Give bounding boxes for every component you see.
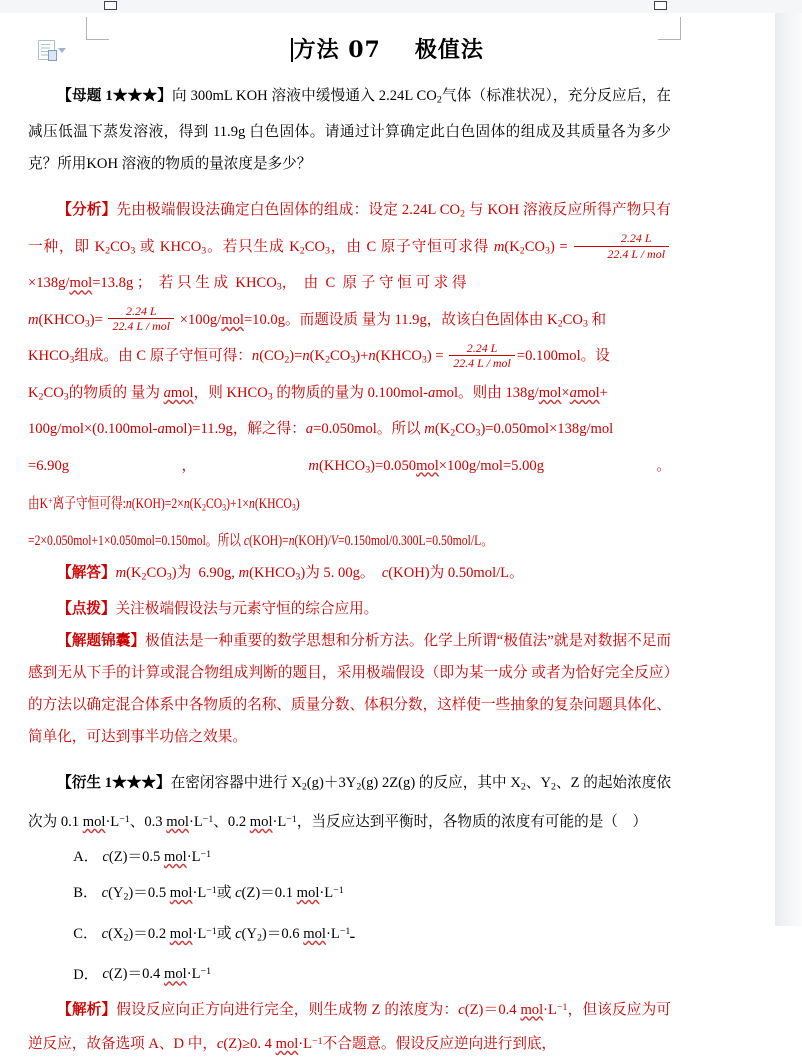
- tips-paragraph: [0, 625, 775, 753]
- fraction-numerator: 2.24 L: [466, 340, 498, 355]
- explanation-paragraph: 【解析】假设反应向正方向进行完全，则生成物 Z 的浓度为：c(Z)＝0.4 $mol\cdot L^{-1}$，但该反应为可逆反应，故备选项 A、D 中，c(Z)≥0. 4 $mol\cdot L^{-1}$不合题意。假设反应逆向进行到底，: [28, 1001, 671, 1052]
- derived-tag: 【衍生 1★★★】: [57, 775, 171, 792]
- fraction-numerator: 2.24 L: [620, 231, 652, 246]
- option-c-label: C．: [73, 925, 98, 942]
- problem-text-2: 气体（标准状况），充分反应后，在减压低温下蒸发溶液，得到 11.9g 白色固体。请通过计算确定此白色固体的组成及其质量各为多少克？所用KOH 溶液的物质的量浓度是多少？: [28, 88, 671, 173]
- derived-problem-paragraph: 【衍生 1★★★】在密闭容器中进行 $X_2(g)+3Y_2(g)$ 2Z(g) 的反应，其中 $X_2$、$Y_2$、Z 的起始浓度依次为 0.1 $mol\cdot L^{-1}$、0.3 $mol\cdot L^{-1}$、0.2 $mol\cdot L^{-1}$，当反应达到平衡时，各物质的浓度有可能的是（ ）: [28, 775, 671, 830]
- molar-volume-fraction: [574, 231, 669, 260]
- title-method: 方法 07: [293, 37, 381, 63]
- analysis-paragraph-3: $KHCO_3$组成。由 C 原子守恒可得：$n(CO_2)=n(K_2CO_3)+n(KHCO_3)$ = $\frac{2.24 L}{\text{22.4 L / mol}}$ =0.100mol。设: [28, 340, 610, 370]
- page-edge-shadow: [775, 13, 802, 926]
- option-c[interactable]: C． $c(X_2)=0.2$ $mol\cdot L^{-1}$或 $c(Y_2)=0.6$ $mol\cdot L^{-1}ـ$: [73, 925, 355, 944]
- fraction-denominator: 22.4 L / mol: [574, 246, 669, 261]
- analysis-paragraph-2: $m(KHCO_3)=$ $\frac{2.24 L}{\text{22.4 L / mol}}$ ×100g/mol=10.0g。而题设质 量为 11.9g，故该白色固体由 $K_2CO_3$ 和: [28, 304, 607, 334]
- molar-volume-fraction-2: [108, 304, 174, 333]
- fraction-denominator: 22.4 L / mol: [449, 355, 515, 370]
- option-a-label: A．: [73, 849, 99, 866]
- fraction-denominator: 22.4 L / mol: [108, 318, 174, 333]
- problem-paragraph: 【母题 1★★★】向 300mL KOH 溶液中缓慢通入 2.24L $CO_2$气体（标准状况），充分反应后，在减压低温下蒸发溶液，得到 11.9g 白色固体。请通过计算确定此白色固体的组成及其质量各为多少克？所用KOH 溶液的物质的量浓度是多少？: [28, 88, 671, 173]
- page-title: [0, 33, 775, 64]
- analysis-paragraph-5: 100g/mol×(0.100mol-amol)=11.9g，解之得：a=0.050mol。所以 $m(K_2CO_3)=0.050mol\times 138g$/mol: [28, 421, 614, 439]
- analysis-tag: 【分析】: [57, 202, 117, 219]
- option-a[interactable]: A． c(Z)＝0.5 $mol\cdot L^{-1}$: [73, 848, 212, 866]
- option-d-label: D．: [73, 966, 99, 983]
- hint-text: 关注极端假设法与元素守恒的综合应用。: [115, 601, 379, 618]
- analysis-paragraph: 【分析】先由极端假设法确定白色固体的组成：设定 2.24L $CO_2$ 与 KOH 溶液反应所得产物只有一种，即 $K_2CO_3$ 或 $KHCO_3$。若只生成 $K_2CO_3$，由 C 原子守恒可求得 $m(K_2CO_3)$ = $\frac{2.24 L}{\text{22.4 L / mol}}$ ×138g/mol=13.8g ； 若 只 生 成 $KHCO_3$， 由 C 原 子 守 恒 可 求 得: [28, 202, 671, 293]
- answer-tag: 【解答】: [57, 564, 116, 581]
- text-cursor: [291, 38, 293, 62]
- molar-volume-fraction-3: [449, 341, 515, 370]
- analysis-paragraph-4: $K_2CO_3$的物质的 量为 amol，则 $KHCO_3$ 的物质的量为 0.100mol-amol。则由 138g/mol×amol+: [28, 384, 608, 403]
- hint-paragraph: [0, 593, 775, 625]
- tips-tag: 【解题锦囊】: [57, 633, 146, 650]
- analysis-paragraph-6: =6.90g，$m(KHCO_3)=0.050mol\times 100g/mol=5.00g$。由K+离子守恒可得$:n(KOH)=2\times n(K_2CO_3)+1\times n(KHCO_3)$: [28, 457, 671, 514]
- fraction-numerator: 2.24 L: [125, 304, 157, 319]
- option-b[interactable]: B． $c(Y_2)=0.5$ $mol\cdot L^{-1}$或 c(Z)＝0.1 $mol\cdot L^{-1}$: [73, 885, 344, 903]
- title-name: 极值法: [414, 37, 484, 63]
- option-d[interactable]: D． c(Z)＝0.4 $mol\cdot L^{-1}$: [73, 966, 212, 983]
- tips-text: 极值法是一种重要的数学思想和分析方法。化学上所谓“极值法”就是对数据不足而感到无从下手的计算或混合物组成判断的题目，采用极端假设（即为某一成分 或者为恰好完全反应）的方法以确定混合体系中各物质的名称、质量分数、体积分数，这样使一些抽象的复杂问题具体化、简单化，可达到事半功倍之效果。: [28, 633, 671, 746]
- problem-text-1: 向 300mL KOH 溶液中缓慢通入 2.24L CO: [171, 88, 437, 104]
- option-b-label: B．: [73, 885, 98, 902]
- explain-tag: 【解析】: [57, 1001, 117, 1018]
- hint-tag: 【点拨】: [57, 601, 116, 618]
- analysis-paragraph-7: =2×0.050mol+1×0.050mol=0.150mol。所以 c(KOH)=n(KOH)/V=0.150mol/0.300L=0.50mol/L。: [28, 532, 493, 549]
- answer-paragraph: 【解答】$m(K_2CO_3)$为 6.90g, $m(KHCO_3)$为 5. 00g。 c(KOH)为 0.50mol/L。: [57, 564, 524, 583]
- problem-tag: 【母题 1★★★】: [57, 88, 172, 104]
